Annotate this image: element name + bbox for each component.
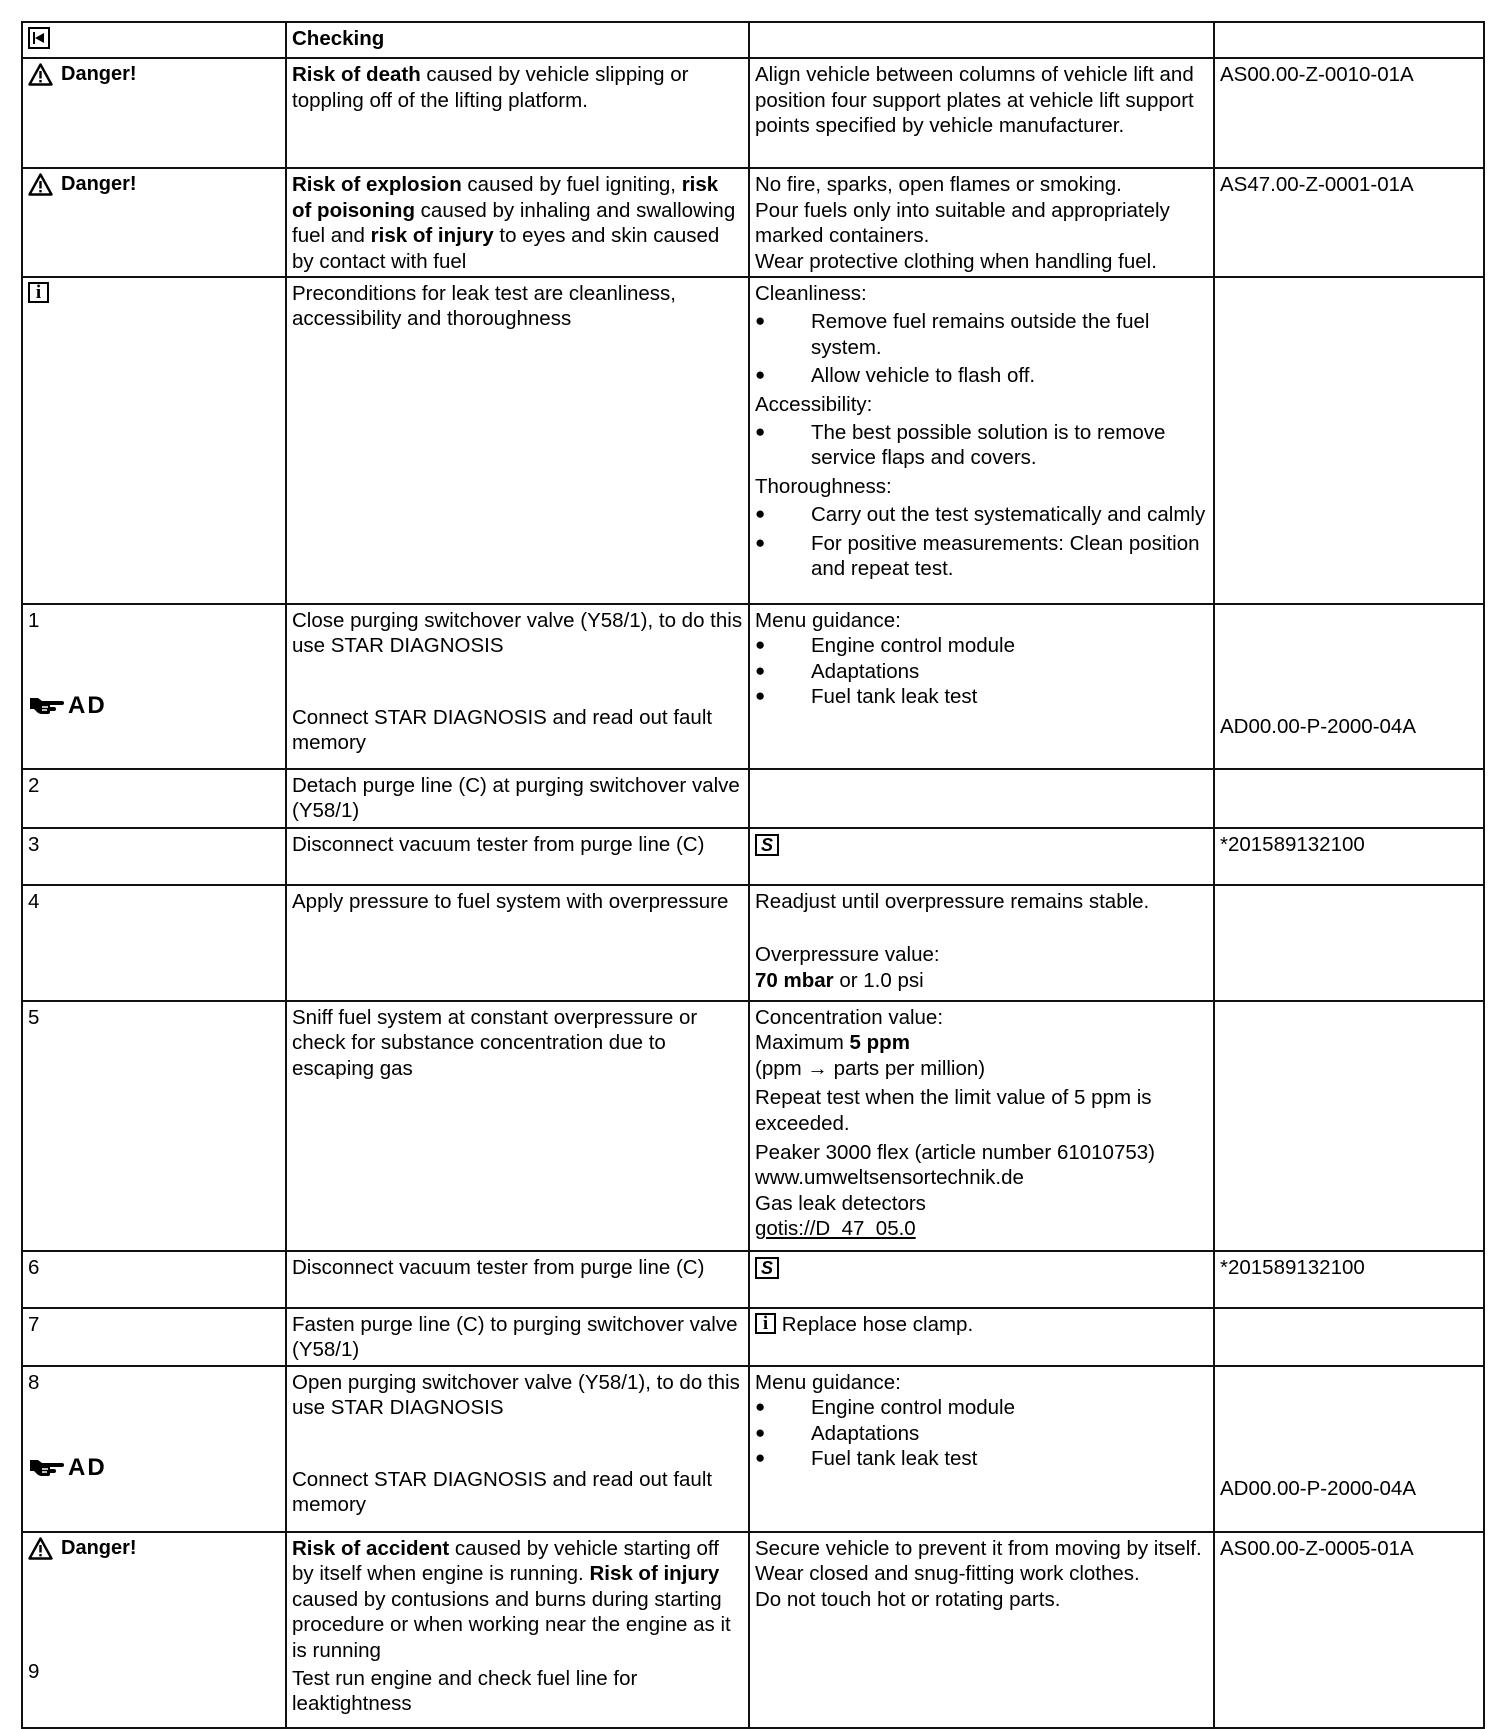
bullet-icon: ●	[755, 686, 766, 706]
website-link[interactable]: www.umweltsensortechnik.de	[755, 1166, 1024, 1190]
menu-item: ● Fuel tank leak test	[755, 685, 978, 709]
reference-link[interactable]: AD00.00-P-2000-04A	[1220, 715, 1417, 739]
pointing-hand-icon	[28, 1456, 66, 1480]
menu-item: ● Fuel tank leak test	[755, 1447, 978, 1471]
danger-label: Danger!	[28, 1536, 280, 1561]
step-row-2: 2 Detach purge line (C) at purging switchover valve (Y58/1)	[22, 769, 1484, 828]
list-item: ● For positive measurements: Clean position and repeat test.	[755, 531, 1200, 581]
bullet-icon: ●	[755, 311, 766, 331]
step-number: 1	[28, 609, 40, 633]
step-number: 3	[28, 833, 40, 857]
step-row-1: 1 AD Close purging switchover valve (Y58/1), to do this use STAR DIAGNOSIS Connect STAR DIAGNOSIS and read out fault memory Menu guidance: ● Engine control module ● Adaptations ● Fuel tank leak test AD00.00-P-2000-04A	[22, 604, 1484, 769]
bullet-icon: ●	[755, 422, 766, 442]
danger-row-fuel: Danger! Risk of explosion caused by fuel igniting, risk of poisoning caused by inhaling and swallowing fuel and risk of injury to eyes and skin caused by contact with fuel No fire, sparks, open flames or smoking. Pour fuels only into suitable and appropriately marked containers. Wear protective clothing when handling fuel. AS47.00-Z-0001-01A	[22, 168, 1484, 277]
bullet-icon: ●	[755, 660, 766, 680]
tool-reference-link[interactable]: *201589132100	[1220, 833, 1365, 857]
action-text: Align vehicle between columns of vehicle lift and position four support plates at vehicle lift support points specified by vehicle manufacturer.	[755, 63, 1194, 138]
step-number: 2	[28, 774, 40, 798]
step-number: 8	[28, 1371, 40, 1395]
step-number: 9	[28, 1659, 40, 1683]
reference-link[interactable]: AD00.00-P-2000-04A	[1220, 1477, 1417, 1501]
danger-row-lifting	[22, 58, 1484, 168]
step-row-4: 4 Apply pressure to fuel system with overpressure Readjust until overpressure remains stable. Overpressure value: 70 mbar or 1.0 psi	[22, 885, 1484, 1001]
step-number: 7	[28, 1313, 40, 1337]
procedure-table	[21, 21, 1485, 1729]
danger-label: Danger!	[28, 62, 280, 87]
back-arrow-icon[interactable]	[28, 27, 50, 49]
step-number: 4	[28, 890, 40, 914]
step-row-6: 6 Disconnect vacuum tester from purge line (C) S *201589132100	[22, 1251, 1484, 1308]
step-number: 5	[28, 1006, 40, 1030]
warning-triangle-icon	[28, 1537, 53, 1560]
section-title: Checking	[292, 27, 385, 50]
reference-link[interactable]: AS00.00-Z-0005-01A	[1220, 1537, 1414, 1561]
ad-label: AD	[28, 1453, 280, 1483]
list-item: ● The best possible solution is to remove service flaps and covers.	[755, 421, 1166, 470]
pointing-hand-icon	[28, 694, 66, 718]
reference-link[interactable]: AS00.00-Z-0010-01A	[1220, 63, 1414, 87]
bullet-icon: ●	[755, 504, 766, 524]
info-icon: i	[755, 1313, 776, 1334]
header-row	[22, 22, 1484, 58]
list-item: ● Allow vehicle to flash off.	[755, 364, 1036, 388]
risk-text: caused by vehicle slipping or toppling off of the lifting platform.	[292, 63, 689, 112]
step-row-5: 5 Sniff fuel system at constant overpressure or check for substance concentration due to escaping gas Concentration value: Maximum 5 ppm (ppm → parts per million) Repeat test when the limit value of 5 ppm is exceeded. Peaker 3000 flex (article number 61010753) www.umweltsensortechnik.de Gas leak detectors gotis://D_47_05.0	[22, 1001, 1484, 1251]
reference-link[interactable]: AS47.00-Z-0001-01A	[1220, 173, 1414, 197]
list-item: ● Remove fuel remains outside the fuel system.	[755, 310, 1150, 359]
bullet-icon: ●	[755, 1397, 766, 1417]
bullet-icon: ●	[755, 365, 766, 385]
step-row-7: 7 Fasten purge line (C) to purging switchover valve (Y58/1) i Replace hose clamp.	[22, 1308, 1484, 1366]
special-tool-icon: S	[755, 1257, 779, 1279]
menu-item: ● Adaptations	[755, 1421, 920, 1445]
menu-item: ● Adaptations	[755, 659, 920, 683]
bullet-icon: ●	[755, 1448, 766, 1468]
step-row-8: 8 AD Open purging switchover valve (Y58/1), to do this use STAR DIAGNOSIS Connect STAR DIAGNOSIS and read out fault memory Menu guidance: ● Engine control module ● Adaptations ● Fuel tank leak test AD00.00-P-2000-04A	[22, 1366, 1484, 1532]
special-tool-icon: S	[755, 834, 779, 856]
step-row-3: 3 Disconnect vacuum tester from purge line (C) S *201589132100	[22, 828, 1484, 885]
step-number: 6	[28, 1256, 40, 1280]
warning-triangle-icon	[28, 63, 53, 86]
risk-bold: Risk of death	[292, 63, 421, 87]
ad-label: AD	[28, 691, 280, 721]
menu-item: ● Engine control module	[755, 1396, 1015, 1420]
warning-triangle-icon	[28, 173, 53, 196]
danger-label: Danger!	[28, 172, 280, 197]
bullet-icon: ●	[755, 1422, 766, 1442]
danger-row-engine-run: Danger! 9 Risk of accident caused by vehicle starting off by itself when engine is running. Risk of injury caused by contusions and burns during starting procedure or when working near the engine as it is running Test run engine and check fuel line for leaktightness Secure vehicle to prevent it from moving by itself. Wear closed and snug-fitting work clothes. Do not touch hot or rotating parts. AS00.00-Z-0005-01A	[22, 1532, 1484, 1728]
bullet-icon: ●	[755, 532, 766, 552]
info-row-preconditions: i Preconditions for leak test are cleanliness, accessibility and thoroughness Cleanliness: ● Remove fuel remains outside the fuel system. ● Allow vehicle to flash off. Accessibility: ● The best possible solution is to remove service flaps and covers. Thoroughness: ● Carry out the test systematically and calmly ● For positive measurements: Clean position and repeat test.	[22, 277, 1484, 604]
gotis-link[interactable]: gotis://D_47_05.0	[755, 1217, 916, 1241]
list-item: ● Carry out the test systematically and calmly	[755, 503, 1206, 527]
menu-item: ● Engine control module	[755, 634, 1015, 658]
bullet-icon: ●	[755, 635, 766, 655]
tool-reference-link[interactable]: *201589132100	[1220, 1256, 1365, 1280]
info-icon: i	[28, 282, 49, 303]
